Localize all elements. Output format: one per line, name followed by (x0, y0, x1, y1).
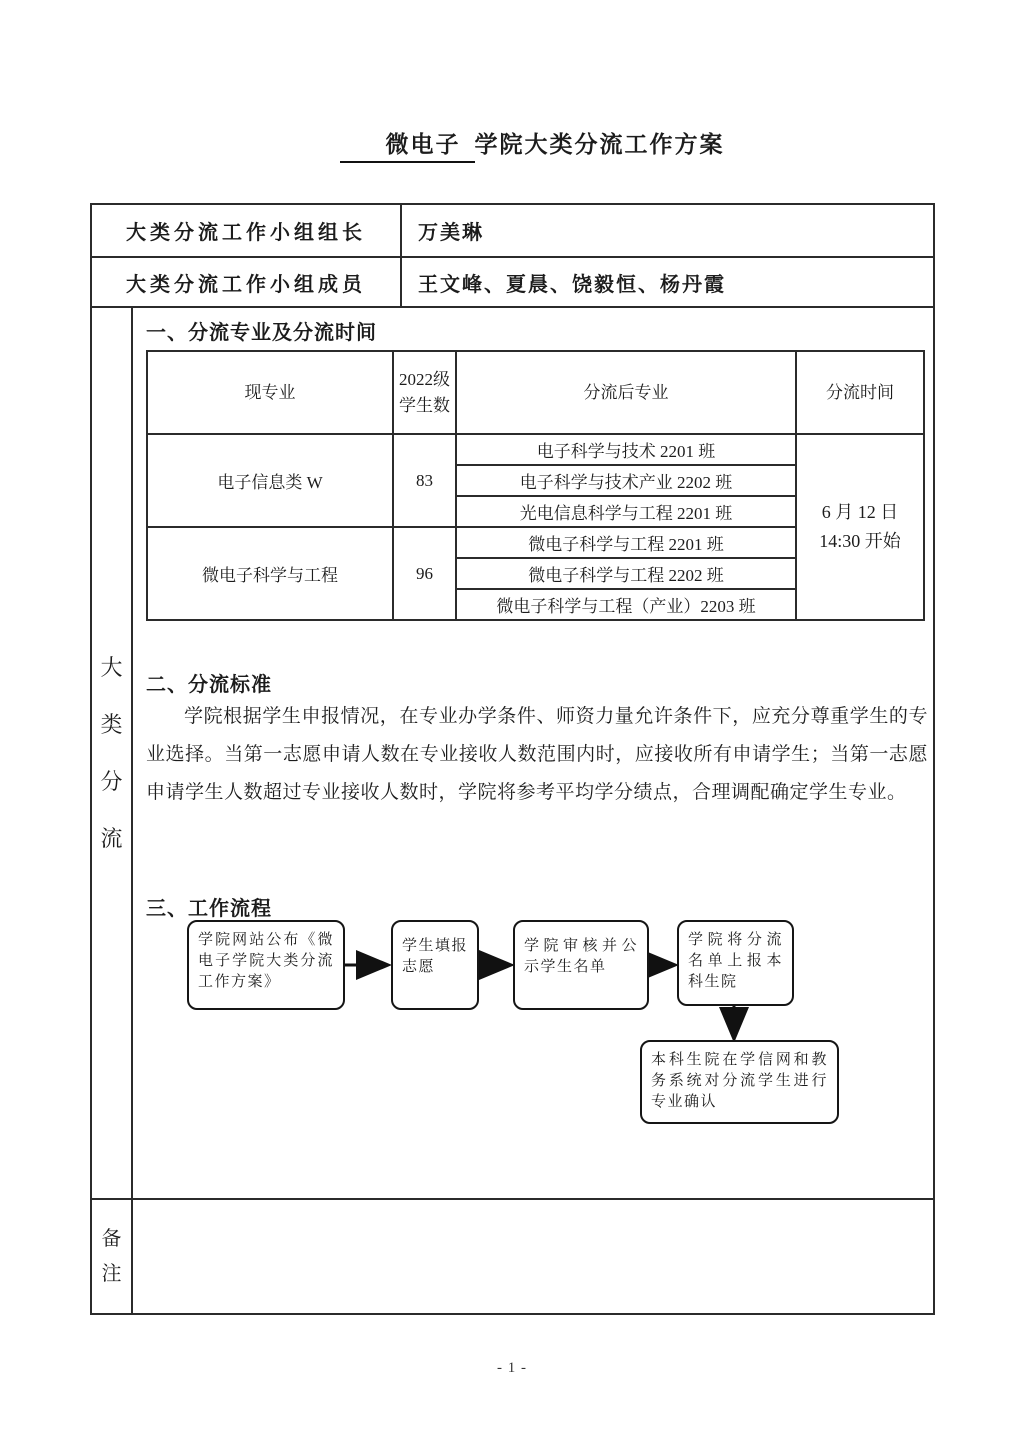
title-college-name: 微电子 (340, 126, 475, 163)
col-header-student-count: 2022级学生数 (393, 351, 456, 434)
after-major-cell: 光电信息科学与工程 2201 班 (456, 496, 796, 527)
committee-leader-label: 大类分流工作小组组长 (92, 205, 402, 256)
col-header-after-major: 分流后专业 (456, 351, 796, 434)
remarks-content-empty (133, 1200, 933, 1313)
student-count-2: 96 (393, 527, 456, 620)
committee-leader-row (92, 205, 933, 258)
form-table (90, 203, 935, 1315)
side-label-main: 大类分流 (100, 655, 123, 851)
diversion-table (146, 350, 925, 621)
main-body-row (92, 308, 933, 1200)
remarks-label-cell (92, 1200, 133, 1313)
remarks-row (92, 1200, 933, 1313)
after-major-cell: 电子科学与技术产业 2202 班 (456, 465, 796, 496)
committee-members-value: 王文峰、夏晨、饶毅恒、杨丹霞 (418, 273, 726, 296)
flow-step-publish-plan: 学院网站公布《微电子学院大类分流工作方案》 (187, 920, 345, 1010)
after-major-cell: 微电子科学与工程 2202 班 (456, 558, 796, 589)
section1-heading: 一、分流专业及分流时间 (146, 322, 377, 344)
committee-members-row (92, 258, 933, 308)
col-header-time: 分流时间 (796, 351, 924, 434)
table-row (147, 434, 924, 465)
section2-heading: 二、分流标准 (146, 674, 272, 696)
time-line-1: 6 月 12 日 (821, 502, 899, 522)
current-major-1: 电子信息类 W (147, 434, 393, 527)
flow-step-student-apply: 学生填报志愿 (391, 920, 479, 1010)
flow-step-major-confirm: 本科生院在学信网和教务系统对分流学生进行专业确认 (640, 1040, 839, 1124)
page-title (0, 126, 1024, 163)
main-content-area (133, 308, 933, 1198)
diversion-table-header-row (147, 351, 924, 434)
committee-members-label: 大类分流工作小组成员 (92, 258, 402, 306)
diversion-time-cell (796, 434, 924, 620)
student-count-1: 83 (393, 434, 456, 527)
title-rest: 学院大类分流工作方案 (474, 132, 725, 157)
side-label-cell (92, 308, 133, 1198)
page-number: - 1 - (497, 1360, 527, 1376)
current-major-2: 微电子科学与工程 (147, 527, 393, 620)
remarks-label: 备注 (101, 1227, 122, 1285)
after-major-cell: 微电子科学与工程 2201 班 (456, 527, 796, 558)
flow-step-report-list: 学院将分流名单上报本科生院 (677, 920, 794, 1006)
committee-leader-value: 万美琳 (418, 222, 484, 244)
col-header-current-major: 现专业 (147, 351, 393, 434)
time-line-2: 14:30 开始 (819, 531, 901, 551)
section3-heading: 三、工作流程 (146, 898, 272, 920)
section2-paragraph: 学院根据学生申报情况，在专业办学条件、师资力量允许条件下，应充分尊重学生的专业选择。当第一志愿申请人数在专业接收人数范围内时，应接收所有申请学生；当第一志愿申请学生人数超过专业接收人数时，学院将参考平均学分绩点，合理调配确定学生专业。 (146, 706, 928, 803)
after-major-cell: 微电子科学与工程（产业）2203 班 (456, 589, 796, 620)
after-major-cell: 电子科学与技术 2201 班 (456, 434, 796, 465)
flow-step-college-review: 学院审核并公示学生名单 (513, 920, 649, 1010)
